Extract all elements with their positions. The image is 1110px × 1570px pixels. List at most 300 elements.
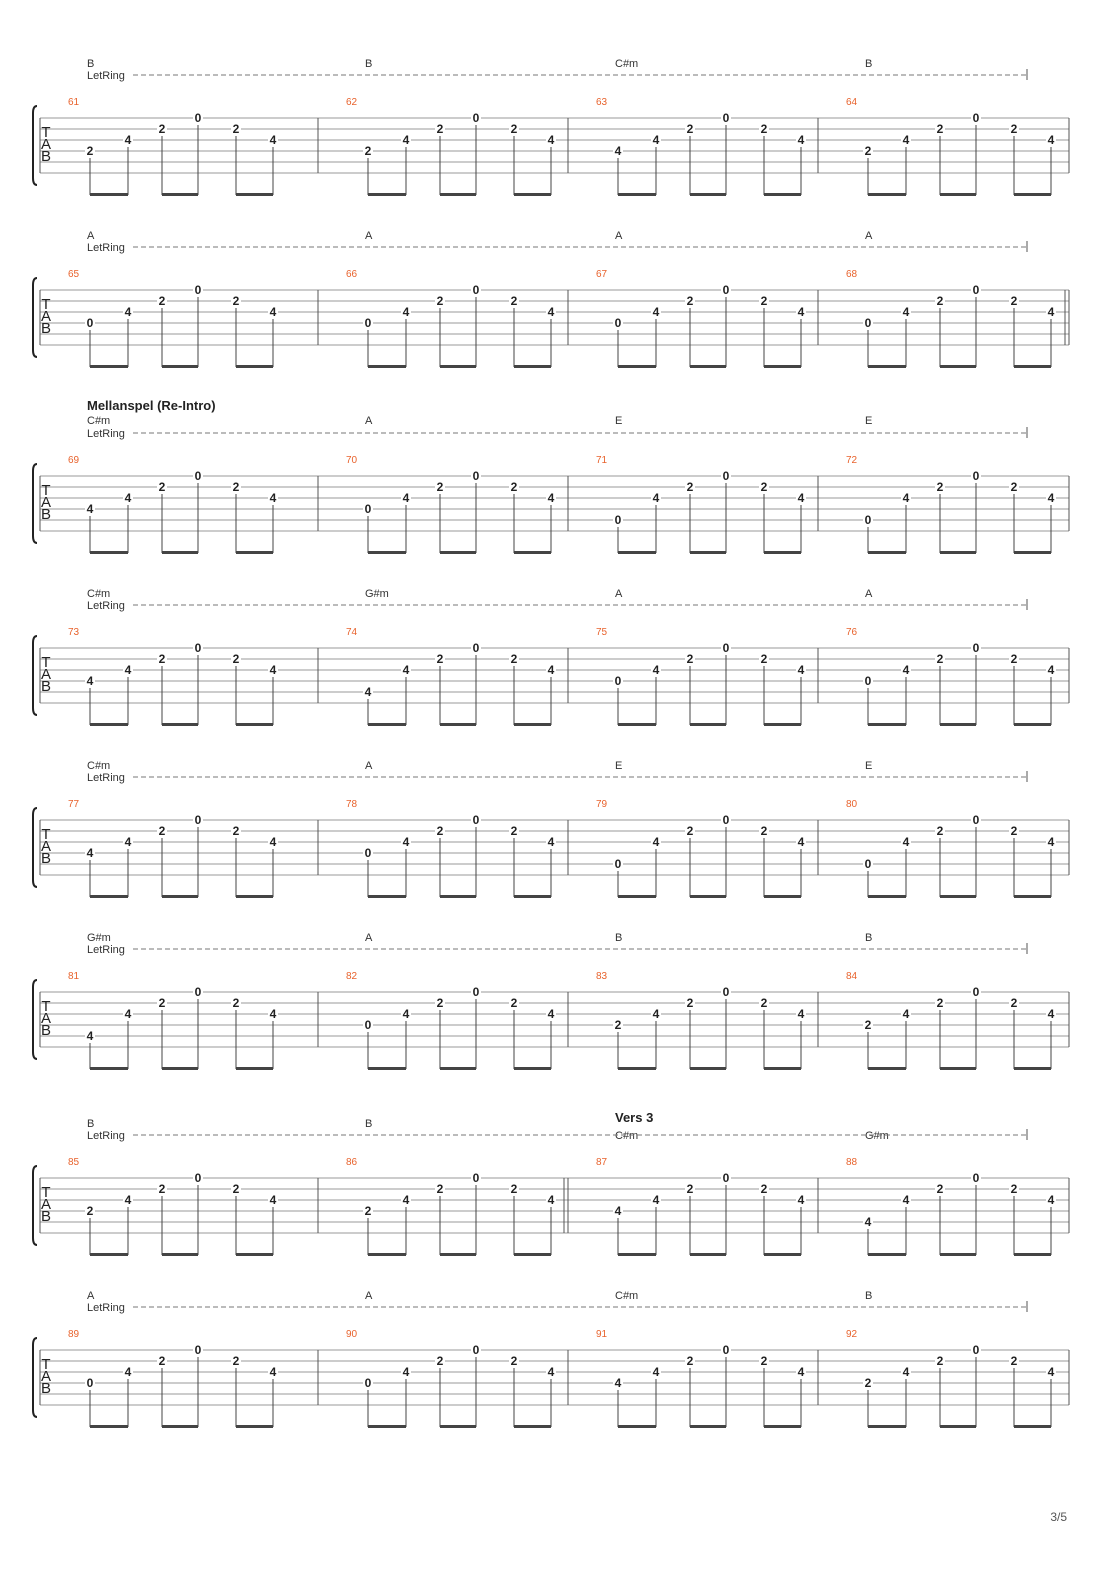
chord-name: B <box>87 58 95 70</box>
fret-number: 0 <box>972 1343 980 1357</box>
measure-number: 70 <box>346 455 358 466</box>
fret-number: 4 <box>614 1376 622 1390</box>
chord-name: A <box>365 415 373 427</box>
measure-number: 90 <box>346 1329 358 1340</box>
fret-number: 2 <box>1010 1354 1018 1368</box>
chord-name: G#m <box>365 588 389 600</box>
chord-name: E <box>865 415 873 427</box>
fret-number: 0 <box>472 111 480 125</box>
fret-number: 4 <box>86 846 94 860</box>
fret-number: 0 <box>364 1018 372 1032</box>
beam <box>162 1425 198 1428</box>
fret-number: 4 <box>797 1193 805 1207</box>
beam <box>90 193 128 196</box>
fret-number: 0 <box>86 316 94 330</box>
fret-number: 4 <box>1047 133 1055 147</box>
fret-number: 4 <box>902 1193 910 1207</box>
fret-number: 4 <box>547 491 555 505</box>
tab-clef-letter: A <box>40 1010 52 1027</box>
fret-number: 0 <box>614 857 622 871</box>
measure-number: 75 <box>596 627 608 638</box>
chord-name: E <box>615 415 623 427</box>
measure-number: 89 <box>68 1329 80 1340</box>
measure-number: 81 <box>68 971 80 982</box>
fret-number: 2 <box>158 294 166 308</box>
fret-number: 4 <box>547 1007 555 1021</box>
fret-number: 2 <box>436 294 444 308</box>
fret-number: 4 <box>402 663 410 677</box>
measure-number: 84 <box>846 971 858 982</box>
tab-clef-letter: A <box>40 838 52 855</box>
measure-number: 65 <box>68 269 80 280</box>
system-bracket <box>33 1166 37 1245</box>
let-ring-label: LetRing <box>87 70 125 82</box>
beam <box>162 723 198 726</box>
beam <box>162 895 198 898</box>
fret-number: 2 <box>760 824 768 838</box>
fret-number: 0 <box>972 813 980 827</box>
fret-number: 2 <box>232 122 240 136</box>
fret-number: 4 <box>614 1204 622 1218</box>
beam <box>618 1425 656 1428</box>
fret-number: 4 <box>797 491 805 505</box>
chord-name: A <box>865 588 873 600</box>
fret-number: 4 <box>797 1365 805 1379</box>
fret-number: 4 <box>269 1193 277 1207</box>
fret-number: 4 <box>1047 1193 1055 1207</box>
fret-number: 4 <box>1047 835 1055 849</box>
let-ring-label: LetRing <box>87 600 125 612</box>
tab-clef-letter: T <box>41 296 51 313</box>
fret-number: 4 <box>652 663 660 677</box>
beam <box>940 723 976 726</box>
chord-name: A <box>87 230 95 242</box>
beam <box>1014 895 1051 898</box>
page-number: 3/5 <box>1050 1510 1067 1524</box>
beam <box>90 723 128 726</box>
measure-number: 88 <box>846 1157 858 1168</box>
fret-number: 0 <box>722 985 730 999</box>
beam <box>514 365 551 368</box>
system-bracket <box>33 106 37 185</box>
beam <box>690 1067 726 1070</box>
beam <box>868 723 906 726</box>
let-ring-label: LetRing <box>87 944 125 956</box>
fret-number: 4 <box>86 674 94 688</box>
fret-number: 0 <box>194 1171 202 1185</box>
fret-number: 2 <box>436 652 444 666</box>
fret-number: 0 <box>972 111 980 125</box>
beam <box>514 1253 551 1256</box>
beam <box>236 193 273 196</box>
measure-number: 78 <box>346 799 358 810</box>
chord-name: A <box>615 588 623 600</box>
fret-number: 2 <box>760 1354 768 1368</box>
fret-number: 2 <box>436 1182 444 1196</box>
fret-number: 2 <box>86 1204 94 1218</box>
measure-number: 87 <box>596 1157 608 1168</box>
beam <box>368 1425 406 1428</box>
beam <box>764 1425 801 1428</box>
fret-number: 2 <box>158 996 166 1010</box>
fret-number: 2 <box>436 1354 444 1368</box>
beam <box>690 895 726 898</box>
chord-name: E <box>865 760 873 772</box>
measure-number: 66 <box>346 269 358 280</box>
beam <box>940 551 976 554</box>
beam <box>368 1253 406 1256</box>
beam <box>368 193 406 196</box>
beam <box>368 1067 406 1070</box>
tab-clef-letter: A <box>40 494 52 511</box>
fret-number: 4 <box>402 491 410 505</box>
chord-name: B <box>365 1118 373 1130</box>
fret-number: 2 <box>158 1354 166 1368</box>
fret-number: 2 <box>436 996 444 1010</box>
beam <box>868 1067 906 1070</box>
chord-name: C#m <box>615 1290 639 1302</box>
fret-number: 0 <box>972 283 980 297</box>
chord-name: B <box>365 58 373 70</box>
tab-clef-letter: B <box>40 148 52 165</box>
fret-number: 0 <box>864 513 872 527</box>
fret-number: 4 <box>269 491 277 505</box>
fret-number: 2 <box>686 1354 694 1368</box>
fret-number: 0 <box>864 674 872 688</box>
let-ring-label: LetRing <box>87 1130 125 1142</box>
chord-name: B <box>865 932 873 944</box>
fret-number: 0 <box>364 1376 372 1390</box>
fret-number: 2 <box>686 1182 694 1196</box>
fret-number: 4 <box>652 1193 660 1207</box>
measure-number: 91 <box>596 1329 608 1340</box>
beam <box>514 551 551 554</box>
fret-number: 4 <box>402 305 410 319</box>
fret-number: 2 <box>364 144 372 158</box>
fret-number: 4 <box>797 663 805 677</box>
chord-name: E <box>615 760 623 772</box>
fret-number: 2 <box>436 824 444 838</box>
beam <box>368 723 406 726</box>
beam <box>940 895 976 898</box>
chord-name: C#m <box>615 1130 639 1142</box>
fret-number: 2 <box>232 480 240 494</box>
fret-number: 4 <box>797 835 805 849</box>
fret-number: 2 <box>760 294 768 308</box>
beam <box>162 1253 198 1256</box>
measure-number: 92 <box>846 1329 858 1340</box>
beam <box>940 1425 976 1428</box>
measure-number: 77 <box>68 799 80 810</box>
chord-name: B <box>87 1118 95 1130</box>
fret-number: 4 <box>902 133 910 147</box>
fret-number: 4 <box>402 1193 410 1207</box>
measure-number: 79 <box>596 799 608 810</box>
fret-number: 4 <box>797 305 805 319</box>
fret-number: 2 <box>614 1018 622 1032</box>
fret-number: 0 <box>472 641 480 655</box>
fret-number: 2 <box>760 996 768 1010</box>
fret-number: 4 <box>902 1007 910 1021</box>
beam <box>1014 193 1051 196</box>
fret-number: 2 <box>86 144 94 158</box>
fret-number: 4 <box>1047 663 1055 677</box>
measure-number: 63 <box>596 97 608 108</box>
chord-name: A <box>365 760 373 772</box>
fret-number: 2 <box>510 1354 518 1368</box>
beam <box>1014 1067 1051 1070</box>
fret-number: 2 <box>760 122 768 136</box>
fret-number: 2 <box>364 1204 372 1218</box>
chord-name: A <box>365 932 373 944</box>
beam <box>368 365 406 368</box>
tab-clef-letter: B <box>40 1380 52 1397</box>
chord-name: B <box>865 1290 873 1302</box>
fret-number: 2 <box>686 824 694 838</box>
fret-number: 2 <box>1010 652 1018 666</box>
beam <box>514 193 551 196</box>
fret-number: 0 <box>194 283 202 297</box>
tab-clef-letter: T <box>41 124 51 141</box>
fret-number: 4 <box>402 133 410 147</box>
fret-number: 4 <box>86 1029 94 1043</box>
fret-number: 2 <box>1010 824 1018 838</box>
fret-number: 4 <box>652 1007 660 1021</box>
beam <box>236 1253 273 1256</box>
fret-number: 4 <box>547 1193 555 1207</box>
let-ring-label: LetRing <box>87 428 125 440</box>
fret-number: 2 <box>232 996 240 1010</box>
fret-number: 2 <box>232 1182 240 1196</box>
beam <box>236 723 273 726</box>
beam <box>1014 365 1051 368</box>
fret-number: 4 <box>86 502 94 516</box>
fret-number: 4 <box>652 491 660 505</box>
fret-number: 4 <box>1047 1007 1055 1021</box>
beam <box>236 895 273 898</box>
let-ring-label: LetRing <box>87 242 125 254</box>
tab-clef-letter: A <box>40 1196 52 1213</box>
fret-number: 0 <box>194 985 202 999</box>
let-ring-label: LetRing <box>87 1302 125 1314</box>
tab-clef-letter: B <box>40 1022 52 1039</box>
beam <box>868 551 906 554</box>
beam <box>440 1253 476 1256</box>
fret-number: 4 <box>652 133 660 147</box>
fret-number: 2 <box>936 480 944 494</box>
fret-number: 0 <box>472 813 480 827</box>
fret-number: 0 <box>86 1376 94 1390</box>
beam <box>1014 1425 1051 1428</box>
beam <box>440 193 476 196</box>
fret-number: 0 <box>472 1171 480 1185</box>
tab-clef-letter: A <box>40 136 52 153</box>
fret-number: 4 <box>402 1365 410 1379</box>
fret-number: 2 <box>158 1182 166 1196</box>
fret-number: 2 <box>1010 996 1018 1010</box>
fret-number: 4 <box>864 1215 872 1229</box>
beam <box>618 1067 656 1070</box>
system-bracket <box>33 278 37 357</box>
beam <box>514 1067 551 1070</box>
fret-number: 0 <box>472 469 480 483</box>
beam <box>162 193 198 196</box>
fret-number: 4 <box>1047 491 1055 505</box>
fret-number: 4 <box>269 305 277 319</box>
beam <box>368 895 406 898</box>
fret-number: 4 <box>402 835 410 849</box>
chord-name: A <box>865 230 873 242</box>
fret-number: 0 <box>722 111 730 125</box>
beam <box>690 1253 726 1256</box>
beam <box>440 365 476 368</box>
tab-clef-letter: A <box>40 308 52 325</box>
tab-clef-letter: T <box>41 1356 51 1373</box>
beam <box>90 1253 128 1256</box>
fret-number: 0 <box>722 813 730 827</box>
fret-number: 2 <box>510 480 518 494</box>
chord-name: B <box>865 58 873 70</box>
beam <box>514 1425 551 1428</box>
beam <box>764 365 801 368</box>
fret-number: 2 <box>510 1182 518 1196</box>
fret-number: 0 <box>364 502 372 516</box>
fret-number: 4 <box>902 1365 910 1379</box>
fret-number: 4 <box>269 1007 277 1021</box>
beam <box>618 723 656 726</box>
fret-number: 2 <box>232 1354 240 1368</box>
measure-number: 82 <box>346 971 358 982</box>
measure-number: 67 <box>596 269 608 280</box>
beam <box>690 193 726 196</box>
beam <box>236 1067 273 1070</box>
tab-clef-letter: B <box>40 1208 52 1225</box>
fret-number: 4 <box>547 133 555 147</box>
beam <box>514 895 551 898</box>
tab-clef-letter: A <box>40 666 52 683</box>
chord-name: G#m <box>865 1130 889 1142</box>
beam <box>368 551 406 554</box>
fret-number: 2 <box>436 480 444 494</box>
fret-number: 0 <box>194 641 202 655</box>
fret-number: 2 <box>232 294 240 308</box>
fret-number: 4 <box>547 663 555 677</box>
fret-number: 0 <box>472 985 480 999</box>
chord-name: A <box>365 230 373 242</box>
beam <box>690 365 726 368</box>
measure-number: 72 <box>846 455 858 466</box>
tab-clef-letter: T <box>41 826 51 843</box>
beam <box>162 1067 198 1070</box>
beam <box>690 1425 726 1428</box>
beam <box>764 193 801 196</box>
fret-number: 2 <box>510 824 518 838</box>
fret-number: 4 <box>269 663 277 677</box>
fret-number: 0 <box>364 316 372 330</box>
fret-number: 0 <box>472 1343 480 1357</box>
fret-number: 2 <box>510 294 518 308</box>
tab-clef-letter: T <box>41 482 51 499</box>
system-bracket <box>33 808 37 887</box>
beam <box>868 193 906 196</box>
fret-number: 2 <box>232 652 240 666</box>
fret-number: 4 <box>364 685 372 699</box>
beam <box>90 1067 128 1070</box>
measure-number: 83 <box>596 971 608 982</box>
beam <box>440 1425 476 1428</box>
fret-number: 0 <box>864 857 872 871</box>
beam <box>690 551 726 554</box>
fret-number: 0 <box>194 111 202 125</box>
fret-number: 2 <box>510 652 518 666</box>
fret-number: 0 <box>472 283 480 297</box>
fret-number: 2 <box>686 294 694 308</box>
beam <box>90 365 128 368</box>
measure-number: 73 <box>68 627 80 638</box>
beam <box>940 1067 976 1070</box>
fret-number: 0 <box>364 846 372 860</box>
tab-clef-letter: B <box>40 678 52 695</box>
fret-number: 2 <box>686 652 694 666</box>
fret-number: 4 <box>124 835 132 849</box>
fret-number: 4 <box>797 1007 805 1021</box>
beam <box>764 895 801 898</box>
system-bracket <box>33 464 37 543</box>
fret-number: 2 <box>232 824 240 838</box>
beam <box>618 895 656 898</box>
tab-clef-letter: T <box>41 654 51 671</box>
fret-number: 4 <box>902 491 910 505</box>
measure-number: 64 <box>846 97 858 108</box>
measure-number: 69 <box>68 455 80 466</box>
fret-number: 2 <box>686 996 694 1010</box>
beam <box>1014 551 1051 554</box>
fret-number: 2 <box>760 1182 768 1196</box>
fret-number: 0 <box>614 674 622 688</box>
fret-number: 2 <box>686 480 694 494</box>
chord-name: B <box>615 932 623 944</box>
measure-number: 86 <box>346 1157 358 1168</box>
fret-number: 2 <box>760 480 768 494</box>
fret-number: 4 <box>902 663 910 677</box>
fret-number: 2 <box>936 294 944 308</box>
fret-number: 4 <box>797 133 805 147</box>
fret-number: 0 <box>194 813 202 827</box>
tab-clef-letter: B <box>40 320 52 337</box>
beam <box>236 551 273 554</box>
fret-number: 4 <box>402 1007 410 1021</box>
fret-number: 0 <box>614 513 622 527</box>
fret-number: 4 <box>547 1365 555 1379</box>
beam <box>90 551 128 554</box>
fret-number: 2 <box>510 122 518 136</box>
fret-number: 0 <box>864 316 872 330</box>
fret-number: 0 <box>972 641 980 655</box>
measure-number: 80 <box>846 799 858 810</box>
beam <box>940 365 976 368</box>
chord-name: A <box>615 230 623 242</box>
beam <box>236 365 273 368</box>
fret-number: 4 <box>902 305 910 319</box>
beam <box>618 365 656 368</box>
beam <box>940 1253 976 1256</box>
system-bracket <box>33 636 37 715</box>
measure-number: 68 <box>846 269 858 280</box>
fret-number: 2 <box>864 1376 872 1390</box>
chord-name: A <box>87 1290 95 1302</box>
fret-number: 0 <box>972 1171 980 1185</box>
fret-number: 2 <box>436 122 444 136</box>
